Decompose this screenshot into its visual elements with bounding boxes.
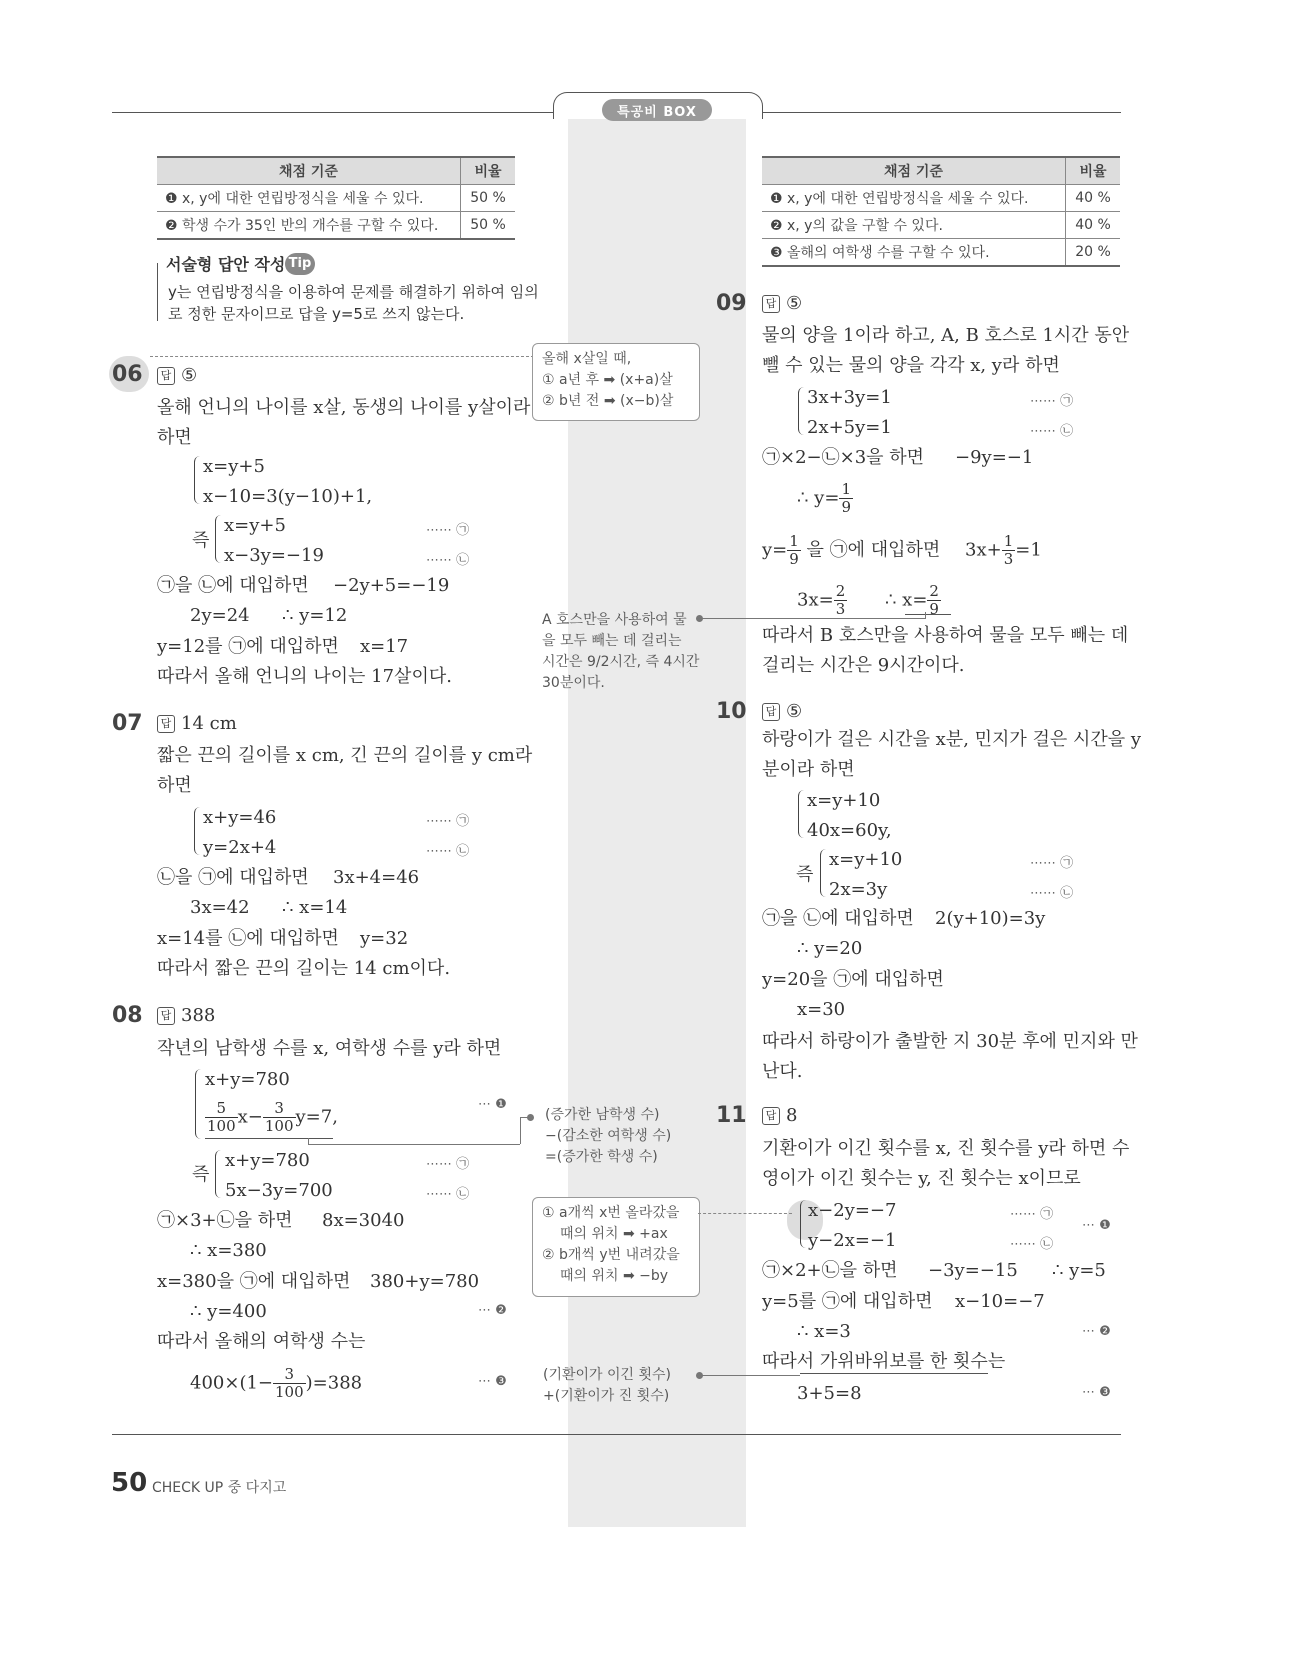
tip-title: 서술형 답안 작성 (166, 255, 286, 274)
connector-dot (527, 1114, 534, 1121)
side-note-student-change (545, 1105, 671, 1168)
equation: ∴ y=20 (797, 938, 863, 959)
equation-fraction-line: $\frac{5}{100}$ x− $\frac{3}{100}$ y=7, (207, 1099, 338, 1135)
fraction (839, 481, 853, 516)
denominator: 9 (929, 600, 939, 618)
denominator: 3 (1003, 550, 1014, 568)
side-note-column (568, 112, 746, 1527)
problem-number: 07 (112, 711, 143, 736)
problem-number: 11 (716, 1103, 747, 1128)
equation: 8x=3040 (322, 1210, 405, 1231)
label-ji: 즉 (192, 530, 210, 551)
table-cell: ❶ x, y에 대한 연립방정식을 세울 수 있다. (762, 185, 1066, 212)
text-line: y=12를 ㉠에 대입하면 (157, 636, 339, 657)
table-row (762, 239, 1120, 267)
equation: ∴ x=380 (190, 1240, 267, 1261)
denominator: 3 (835, 600, 846, 618)
note-line: −(감소한 여학생 수) (545, 1128, 672, 1144)
equation-brace (215, 1150, 222, 1198)
text-line: 따라서 가위바위보를 한 횟수는 (762, 1351, 1006, 1372)
footer-label: CHECK UP 중 다지고 (152, 1480, 287, 1496)
top-rule-left (112, 112, 555, 113)
numerator: 1 (1003, 532, 1014, 550)
table-row (762, 185, 1120, 212)
problem-number: 09 (716, 291, 747, 316)
fraction (927, 583, 941, 618)
connector-line (520, 1117, 521, 1144)
equation: 3x=42 (190, 897, 250, 918)
eq-label-1: ⋯⋯ ㉠ (1030, 394, 1074, 409)
eq-label-2: ⋯⋯ ㉡ (1030, 424, 1074, 439)
fraction (273, 1366, 306, 1401)
equation: y=32 (360, 928, 409, 949)
equation: x=17 (360, 636, 409, 657)
answer-tag: 답 (157, 715, 175, 733)
answer-line (157, 1005, 215, 1027)
denominator: 100 (264, 1117, 294, 1135)
equation: x=y+10 (807, 790, 881, 811)
note-line: ① a년 후 ➡ (x+a)살 (542, 372, 673, 388)
text-line: 따라서 올해 언니의 나이는 17살이다. (157, 666, 452, 687)
fraction (263, 1100, 296, 1135)
equation-brace (194, 807, 201, 855)
connector-line (308, 1144, 520, 1145)
label-ji: 즉 (796, 864, 814, 885)
numerator: 3 (273, 1366, 306, 1384)
score-mark-1: ⋯ ❶ (478, 1097, 507, 1112)
equation: −3y=−15 (928, 1260, 1018, 1281)
table-cell: 20 % (1066, 239, 1121, 267)
note-line: ② b년 전 ➡ (x−b)살 (542, 393, 674, 409)
numerator: 1 (841, 480, 851, 498)
equation-text: 3x= (797, 589, 834, 611)
fraction (834, 583, 848, 618)
equation-fraction-line (965, 533, 1042, 568)
fraction (1002, 533, 1016, 568)
note-line: A 호스만을 사용하여 물 (542, 612, 687, 628)
note-line: 올해 x살일 때, (542, 351, 632, 367)
problem-number: 06 (112, 362, 143, 387)
text-line: ㉠을 ㉡에 대입하면 (157, 575, 309, 596)
equation: 2y=24 (190, 605, 250, 626)
table-cell: ❶ x, y에 대한 연립방정식을 세울 수 있다. (157, 185, 461, 212)
equation: x−10=3(y−10)+1, (203, 486, 373, 507)
equation-text: ∴ x= (885, 589, 928, 611)
answer-line (157, 713, 237, 735)
equation-text: y= (762, 539, 788, 561)
text-line: 영이가 이긴 횟수는 y, 진 횟수는 x이므로 (762, 1168, 1081, 1189)
equation: −9y=−1 (955, 447, 1034, 468)
answer-value: ⑤ (181, 365, 198, 386)
equation: x−2y=−7 (808, 1200, 897, 1221)
denominator: 9 (841, 498, 851, 516)
page-number: 50 (111, 1468, 148, 1498)
leader-line (698, 1213, 792, 1214)
equation-fraction-line (797, 481, 853, 516)
table-cell: ❷ 학생 수가 35인 반의 개수를 구할 수 있다. (157, 212, 461, 240)
tip-line-1: y는 연립방정식을 이용하여 문제를 해결하기 위하여 임의 (168, 283, 539, 301)
equation: x+y=780 (205, 1069, 290, 1090)
tip-rule (157, 263, 162, 321)
text-line: x=14를 ㉡에 대입하면 (157, 928, 339, 949)
side-note-game-count (543, 1365, 671, 1407)
numerator: 1 (789, 532, 799, 550)
equation-brace (194, 456, 201, 504)
equation-brace (195, 1069, 202, 1139)
side-note-hose-time (542, 610, 699, 694)
text-line: 짧은 끈의 길이를 x cm, 긴 끈의 길이를 y cm라 (157, 745, 533, 766)
equation: 380+y=780 (370, 1271, 480, 1292)
scoring-table-right (762, 156, 1120, 267)
tip-badge: Tip (285, 253, 315, 275)
equation-text: ∴ y= (797, 487, 840, 509)
problem-number: 08 (112, 1003, 143, 1028)
note-line: 시간은 9/2시간, 즉 4시간 (542, 654, 700, 670)
table-cell: 40 % (1066, 185, 1121, 212)
table-cell: 40 % (1066, 212, 1121, 239)
note-line: (기환이가 이긴 횟수) (543, 1367, 672, 1383)
text-line: 따라서 올해의 여학생 수는 (157, 1331, 366, 1352)
equation-fraction-line (190, 1366, 362, 1401)
text-line: 올해 언니의 나이를 x살, 동생의 나이를 y살이라 (157, 397, 531, 418)
eq-label-2: ⋯⋯ ㉡ (426, 1187, 470, 1202)
equation: x=30 (797, 999, 846, 1020)
equation: x+y=780 (225, 1150, 310, 1171)
text-line: ㉠×2+㉡을 하면 (762, 1260, 898, 1281)
equation: ∴ x=3 (797, 1321, 851, 1342)
table-header: 채점 기준 (762, 157, 1066, 185)
note-line: =(증가한 학생 수) (545, 1149, 658, 1165)
numerator: 3 (263, 1100, 296, 1118)
equation-fraction-line (885, 583, 941, 618)
connector-line (700, 618, 925, 619)
equation-fraction-line (797, 583, 847, 618)
equation-text: 을 ㉠에 대입하면 (806, 539, 941, 561)
answer-value: 8 (786, 1105, 798, 1126)
eq-label-1: ⋯⋯ ㉠ (426, 1157, 470, 1172)
table-header: 비율 (1066, 157, 1121, 185)
text-line: y=5를 ㉠에 대입하면 (762, 1291, 933, 1312)
fraction (205, 1100, 238, 1135)
eq-label-2: ⋯⋯ ㉡ (426, 553, 470, 568)
equation: y−2x=−1 (808, 1230, 897, 1251)
text-line: ㉠을 ㉡에 대입하면 (762, 908, 914, 929)
note-line: (증가한 남학생 수) (545, 1107, 660, 1123)
answer-line (762, 293, 802, 315)
table-cell: ❸ 올해의 여학생 수를 구할 수 있다. (762, 239, 1066, 267)
equation: 2x=3y (829, 879, 888, 900)
eq-label-2: ⋯⋯ ㉡ (426, 844, 470, 859)
text-line: 물의 양을 1이라 하고, A, B 호스로 1시간 동안 (762, 325, 1130, 346)
fraction (787, 533, 801, 568)
equation-text: )=388 (305, 1372, 363, 1394)
text-line: ㉡을 ㉠에 대입하면 (157, 867, 309, 888)
text-line: 작년의 남학생 수를 x, 여학생 수를 y라 하면 (157, 1038, 502, 1059)
equation: 3x+3y=1 (807, 387, 892, 408)
connector-line (925, 612, 926, 619)
table-cell: ❷ x, y의 값을 구할 수 있다. (762, 212, 1066, 239)
text-line: 분이라 하면 (762, 759, 855, 780)
denominator: 100 (207, 1117, 236, 1135)
note-line: ② b개씩 y번 내려갔을 (542, 1247, 680, 1263)
text-line: 하면 (157, 775, 192, 796)
underline (905, 614, 951, 615)
denominator: 9 (789, 550, 799, 568)
equation-fraction-line (762, 533, 940, 568)
equation-text: =1 (1015, 539, 1042, 561)
text-line: 뺄 수 있는 물의 양을 각각 x, y라 하면 (762, 355, 1060, 376)
table-row (157, 212, 515, 240)
top-rule-right (759, 112, 1121, 113)
underline (205, 1138, 333, 1139)
table-row (157, 185, 515, 212)
answer-tag: 답 (762, 1107, 780, 1125)
equation-brace (820, 849, 827, 897)
text-line: 하면 (157, 427, 192, 448)
answer-tag: 답 (157, 367, 175, 385)
equation: 3x+4=46 (333, 867, 420, 888)
equation-text: 3x+ (965, 539, 1002, 561)
note-line: 때의 위치 ➡ +ax (560, 1226, 668, 1242)
problem-number: 10 (716, 699, 747, 724)
answer-line (762, 701, 802, 723)
equation-brace (800, 1200, 807, 1248)
text-line: 걸리는 시간은 9시간이다. (762, 655, 965, 676)
text-line: ㉠×3+㉡을 하면 (157, 1210, 293, 1231)
equation: x=y+10 (829, 849, 903, 870)
numerator: 5 (205, 1100, 238, 1118)
connector-line (700, 1375, 800, 1376)
eq-label-2: ⋯⋯ ㉡ (1010, 1237, 1054, 1252)
score-mark-1: ⋯ ❶ (1082, 1218, 1111, 1233)
equation: 2(y+10)=3y (935, 908, 1046, 929)
equation: ∴ x=14 (282, 897, 348, 918)
text-line: 기환이가 이긴 횟수를 x, 진 횟수를 y라 하면 수 (762, 1138, 1130, 1159)
text-line: 따라서 하랑이가 출발한 지 30분 후에 민지와 만 (762, 1031, 1138, 1052)
answer-line (157, 365, 197, 387)
scoring-table-left (157, 156, 515, 240)
equation: 5x−3y=700 (225, 1180, 333, 1201)
answer-value: ⑤ (786, 701, 803, 722)
equation-text: x− (237, 1106, 263, 1128)
score-mark-3: ⋯ ❸ (1082, 1385, 1111, 1400)
box-label: 특공비 BOX (602, 99, 712, 121)
text-line: 하랑이가 걸은 시간을 x분, 민지가 걸은 시간을 y (762, 729, 1142, 750)
equation: 2x+5y=1 (807, 417, 892, 438)
answer-value: ⑤ (786, 293, 803, 314)
text-line: 따라서 짧은 끈의 길이는 14 cm이다. (157, 958, 451, 979)
score-mark-3: ⋯ ❸ (478, 1374, 507, 1389)
eq-label-1: ⋯⋯ ㉠ (426, 814, 470, 829)
note-line: ① a개씩 x번 올라갔을 (542, 1205, 680, 1221)
leader-line (150, 356, 534, 357)
note-line: 때의 위치 ➡ −by (560, 1268, 669, 1284)
score-mark-2: ⋯ ❷ (478, 1303, 507, 1318)
equation-brace (798, 387, 805, 435)
equation: x=y+5 (203, 456, 265, 477)
answer-tag: 답 (762, 703, 780, 721)
equation-text: x−10=3(y−10)+1 (203, 486, 367, 507)
equation-text: 40x=60y (807, 820, 886, 841)
label-ji: 즉 (192, 1164, 210, 1185)
equation: y=2x+4 (203, 837, 277, 858)
numerator: 2 (835, 582, 846, 600)
eq-label-1: ⋯⋯ ㉠ (426, 523, 470, 538)
answer-line (762, 1105, 797, 1127)
underline (800, 1373, 988, 1374)
note-line: +(기환이가 진 횟수) (543, 1388, 670, 1404)
text-line: y=20을 ㉠에 대입하면 (762, 969, 944, 990)
answer-value: 14 cm (181, 713, 237, 734)
equation: x+y=46 (203, 807, 277, 828)
eq-label-1: ⋯⋯ ㉠ (1010, 1207, 1054, 1222)
note-line: 을 모두 빼는 데 걸리는 (542, 633, 682, 649)
equation-text: y=7 (295, 1106, 333, 1128)
equation-brace (215, 515, 222, 563)
equation: ∴ y=5 (1052, 1260, 1106, 1281)
score-mark-2: ⋯ ❷ (1082, 1324, 1111, 1339)
equation-text: 400×(1− (190, 1372, 273, 1394)
answer-tag: 답 (762, 295, 780, 313)
table-row (762, 212, 1120, 239)
tip-line-2: 로 정한 문자이므로 답을 y=5로 쓰지 않는다. (168, 305, 465, 323)
equation: ∴ y=400 (190, 1301, 267, 1322)
answer-value: 388 (181, 1005, 216, 1026)
bottom-rule (112, 1434, 1121, 1435)
table-cell: 50 % (461, 212, 516, 240)
answer-tag: 답 (157, 1007, 175, 1025)
table-header: 비율 (461, 157, 516, 185)
equation: −2y+5=−19 (333, 575, 450, 596)
equation: ∴ y=12 (282, 605, 348, 626)
table-header: 채점 기준 (157, 157, 461, 185)
equation: x−10=−7 (955, 1291, 1045, 1312)
text-line: x=380을 ㉠에 대입하면 (157, 1271, 351, 1292)
text-line: 따라서 B 호스만을 사용하여 물을 모두 빼는 데 (762, 625, 1129, 646)
eq-label-1: ⋯⋯ ㉠ (1030, 856, 1074, 871)
table-cell: 50 % (461, 185, 516, 212)
note-line: 30분이다. (542, 675, 605, 691)
side-note-position (542, 1203, 680, 1287)
denominator: 100 (275, 1383, 304, 1401)
numerator: 2 (929, 582, 939, 600)
eq-label-2: ⋯⋯ ㉡ (1030, 886, 1074, 901)
text-line: ㉠×2−㉡×3을 하면 (762, 447, 925, 468)
text-line: 난다. (762, 1061, 803, 1082)
equation: 3+5=8 (797, 1383, 862, 1404)
equation: x=y+5 (224, 515, 286, 536)
equation-brace (798, 790, 805, 838)
side-note-age (542, 349, 673, 412)
equation: 40x=60y, (807, 820, 892, 841)
equation: x−3y=−19 (224, 545, 324, 566)
